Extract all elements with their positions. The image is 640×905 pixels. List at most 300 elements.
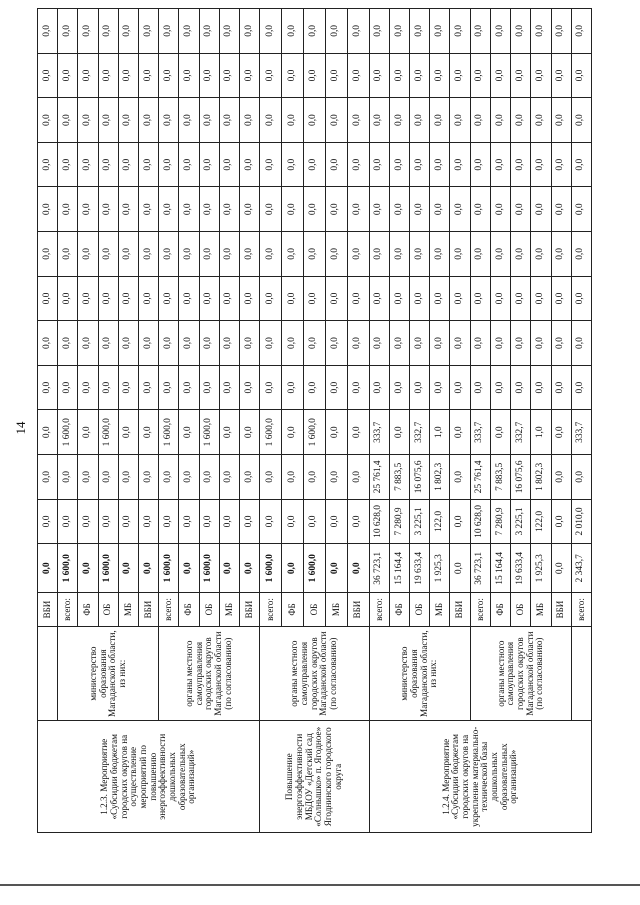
year-amount-cell: 0,0 — [219, 98, 239, 143]
year-amount-cell: 0,0 — [470, 53, 490, 98]
year-amount-cell: 0,0 — [410, 53, 430, 98]
year-amount-cell: 0,0 — [240, 365, 260, 410]
year-amount-cell: 0,0 — [199, 455, 219, 500]
year-amount-cell: 0,0 — [430, 365, 450, 410]
year-amount-cell: 1 600,0 — [98, 410, 118, 455]
year-amount-cell: 0,0 — [219, 365, 239, 410]
year-amount-cell: 0,0 — [325, 142, 347, 187]
year-amount-cell: 1,0 — [531, 410, 551, 455]
year-amount-cell: 0,0 — [450, 142, 470, 187]
year-amount-cell: 333,7 — [470, 410, 490, 455]
year-amount-cell: 1 600,0 — [199, 410, 219, 455]
year-amount-cell: 0,0 — [240, 142, 260, 187]
year-amount-cell: 0,0 — [139, 499, 159, 544]
total-amount-cell: 0,0 — [325, 544, 347, 593]
funding-source: МБ — [531, 593, 551, 626]
funding-source: МБ — [430, 593, 450, 626]
year-amount-cell: 0,0 — [571, 321, 591, 366]
total-amount-cell: 1 600,0 — [58, 544, 78, 593]
year-amount-cell: 0,0 — [219, 321, 239, 366]
table-row — [369, 9, 389, 833]
year-amount-cell: 0,0 — [179, 9, 199, 54]
year-amount-cell: 16 075,6 — [410, 455, 430, 500]
year-amount-cell: 0,0 — [389, 365, 409, 410]
year-amount-cell: 0,0 — [347, 410, 369, 455]
year-amount-cell: 0,0 — [571, 142, 591, 187]
table-body — [38, 9, 592, 833]
year-amount-cell: 0,0 — [159, 321, 179, 366]
page-number: 14 — [13, 421, 28, 435]
year-amount-cell: 3 225,1 — [410, 499, 430, 544]
year-amount-cell: 0,0 — [159, 53, 179, 98]
year-amount-cell: 0,0 — [410, 232, 430, 277]
year-amount-cell: 0,0 — [179, 142, 199, 187]
year-amount-cell: 0,0 — [38, 365, 58, 410]
year-amount-cell: 0,0 — [139, 98, 159, 143]
year-amount-cell: 0,0 — [325, 321, 347, 366]
year-amount-cell: 0,0 — [551, 53, 571, 98]
year-amount-cell: 332,7 — [410, 410, 430, 455]
year-amount-cell: 0,0 — [450, 187, 470, 232]
year-amount-cell: 0,0 — [347, 232, 369, 277]
year-amount-cell: 0,0 — [199, 9, 219, 54]
funding-source: ВБИ — [240, 593, 260, 626]
year-amount-cell: 0,0 — [78, 53, 98, 98]
year-amount-cell: 0,0 — [240, 455, 260, 500]
total-amount-cell: 0,0 — [78, 544, 98, 593]
year-amount-cell: 0,0 — [303, 187, 325, 232]
year-amount-cell: 0,0 — [490, 365, 510, 410]
year-amount-cell: 0,0 — [531, 187, 551, 232]
responsible-executor: органы местного самоуправления городских округов Магаданской области (по согласованию) — [159, 626, 260, 721]
year-amount-cell: 0,0 — [98, 9, 118, 54]
funding-source: ФБ — [78, 593, 98, 626]
year-amount-cell: 0,0 — [38, 455, 58, 500]
table-row — [159, 9, 179, 833]
year-amount-cell: 0,0 — [551, 410, 571, 455]
year-amount-cell: 0,0 — [78, 321, 98, 366]
year-amount-cell: 0,0 — [78, 499, 98, 544]
year-amount-cell: 7 883,5 — [389, 455, 409, 500]
year-amount-cell: 0,0 — [325, 53, 347, 98]
year-amount-cell: 0,0 — [58, 321, 78, 366]
year-amount-cell: 0,0 — [303, 53, 325, 98]
year-amount-cell: 0,0 — [430, 187, 450, 232]
year-amount-cell: 0,0 — [571, 98, 591, 143]
year-amount-cell: 0,0 — [511, 365, 531, 410]
year-amount-cell: 0,0 — [490, 9, 510, 54]
year-amount-cell: 0,0 — [199, 142, 219, 187]
year-amount-cell: 0,0 — [98, 499, 118, 544]
total-amount-cell: 36 723,1 — [470, 544, 490, 593]
year-amount-cell: 0,0 — [199, 232, 219, 277]
total-amount-cell: 0,0 — [282, 544, 304, 593]
year-amount-cell: 10 628,0 — [369, 499, 389, 544]
year-amount-cell: 0,0 — [219, 53, 239, 98]
year-amount-cell: 0,0 — [470, 321, 490, 366]
year-amount-cell: 0,0 — [78, 142, 98, 187]
year-amount-cell: 0,0 — [139, 187, 159, 232]
year-amount-cell: 0,0 — [282, 321, 304, 366]
year-amount-cell: 0,0 — [260, 187, 282, 232]
year-amount-cell: 0,0 — [139, 9, 159, 54]
funding-source: всего: — [260, 593, 282, 626]
year-amount-cell: 0,0 — [571, 365, 591, 410]
measure-description: 1.2.3. Мероприятие «Субсидии бюджетам городских округов на осуществление мероприятий по повышению энергоэффективности дошкольных образовательных организаций» — [38, 721, 260, 833]
total-amount-cell: 19 633,4 — [410, 544, 430, 593]
year-amount-cell: 0,0 — [260, 53, 282, 98]
year-amount-cell: 0,0 — [450, 232, 470, 277]
total-amount-cell: 0,0 — [347, 544, 369, 593]
year-amount-cell: 0,0 — [389, 232, 409, 277]
year-amount-cell: 0,0 — [450, 53, 470, 98]
funding-source: ВБИ — [38, 593, 58, 626]
year-amount-cell: 0,0 — [58, 455, 78, 500]
year-amount-cell: 0,0 — [410, 365, 430, 410]
year-amount-cell: 0,0 — [260, 455, 282, 500]
year-amount-cell: 0,0 — [118, 276, 138, 321]
responsible-executor: министерство образования Магаданской области, из них: — [369, 626, 470, 721]
total-amount-cell: 2 343,7 — [571, 544, 591, 593]
year-amount-cell: 0,0 — [551, 499, 571, 544]
year-amount-cell: 0,0 — [282, 276, 304, 321]
year-amount-cell: 0,0 — [38, 9, 58, 54]
year-amount-cell: 0,0 — [118, 410, 138, 455]
year-amount-cell: 0,0 — [38, 276, 58, 321]
year-amount-cell: 0,0 — [219, 9, 239, 54]
year-amount-cell: 10 628,0 — [470, 499, 490, 544]
year-amount-cell: 0,0 — [98, 455, 118, 500]
rotated-table-wrapper — [37, 8, 592, 833]
year-amount-cell: 0,0 — [199, 53, 219, 98]
year-amount-cell: 0,0 — [179, 53, 199, 98]
year-amount-cell: 0,0 — [531, 53, 551, 98]
year-amount-cell: 0,0 — [58, 365, 78, 410]
year-amount-cell: 0,0 — [511, 187, 531, 232]
year-amount-cell: 0,0 — [551, 455, 571, 500]
year-amount-cell: 0,0 — [219, 455, 239, 500]
funding-source: всего: — [571, 593, 591, 626]
year-amount-cell: 0,0 — [78, 187, 98, 232]
year-amount-cell: 0,0 — [179, 321, 199, 366]
funding-source: ОБ — [410, 593, 430, 626]
year-amount-cell: 0,0 — [470, 187, 490, 232]
year-amount-cell: 0,0 — [282, 53, 304, 98]
table-row — [571, 9, 591, 833]
year-amount-cell: 0,0 — [389, 187, 409, 232]
responsible-executor — [571, 626, 591, 721]
total-amount-cell: 15 164,4 — [490, 544, 510, 593]
year-amount-cell: 0,0 — [347, 9, 369, 54]
year-amount-cell: 0,0 — [139, 455, 159, 500]
year-amount-cell: 0,0 — [490, 142, 510, 187]
year-amount-cell: 0,0 — [139, 53, 159, 98]
year-amount-cell: 0,0 — [303, 365, 325, 410]
year-amount-cell: 0,0 — [325, 187, 347, 232]
year-amount-cell: 0,0 — [325, 410, 347, 455]
measure-description: 1.2.4. Мероприятие «Субсидии бюджетам городских округов на укрепление материально-технической базы дошкольных образовательных организаций» — [369, 721, 591, 833]
year-amount-cell: 0,0 — [159, 455, 179, 500]
year-amount-cell: 0,0 — [511, 276, 531, 321]
year-amount-cell: 0,0 — [179, 365, 199, 410]
year-amount-cell: 0,0 — [179, 232, 199, 277]
funding-source: МБ — [118, 593, 138, 626]
year-amount-cell: 0,0 — [410, 142, 430, 187]
year-amount-cell: 0,0 — [98, 365, 118, 410]
year-amount-cell: 0,0 — [159, 98, 179, 143]
total-amount-cell: 1 600,0 — [303, 544, 325, 593]
funding-source: ОБ — [199, 593, 219, 626]
year-amount-cell: 0,0 — [78, 98, 98, 143]
year-amount-cell: 0,0 — [450, 321, 470, 366]
year-amount-cell: 0,0 — [410, 187, 430, 232]
year-amount-cell: 0,0 — [347, 98, 369, 143]
year-amount-cell: 0,0 — [282, 232, 304, 277]
year-amount-cell: 0,0 — [219, 499, 239, 544]
year-amount-cell: 1 802,3 — [430, 455, 450, 500]
year-amount-cell: 0,0 — [531, 321, 551, 366]
year-amount-cell: 0,0 — [179, 276, 199, 321]
year-amount-cell: 0,0 — [118, 53, 138, 98]
total-amount-cell: 36 723,1 — [369, 544, 389, 593]
year-amount-cell: 0,0 — [78, 232, 98, 277]
year-amount-cell: 0,0 — [260, 9, 282, 54]
funding-source: ФБ — [179, 593, 199, 626]
funding-source: всего: — [369, 593, 389, 626]
year-amount-cell: 0,0 — [179, 98, 199, 143]
year-amount-cell: 0,0 — [470, 142, 490, 187]
year-amount-cell: 7 280,9 — [490, 499, 510, 544]
year-amount-cell: 0,0 — [58, 53, 78, 98]
measure-description: Повышение энергоэффективности МБДОУ «Детский сад «Солнышко» п. Ягодное» Ягоднинского городского округа — [260, 721, 369, 833]
year-amount-cell: 0,0 — [369, 187, 389, 232]
year-amount-cell: 0,0 — [78, 9, 98, 54]
year-amount-cell: 0,0 — [282, 187, 304, 232]
total-amount-cell: 0,0 — [450, 544, 470, 593]
year-amount-cell: 0,0 — [159, 365, 179, 410]
year-amount-cell: 0,0 — [410, 98, 430, 143]
total-amount-cell: 0,0 — [179, 544, 199, 593]
year-amount-cell: 0,0 — [347, 53, 369, 98]
year-amount-cell: 0,0 — [551, 276, 571, 321]
year-amount-cell: 0,0 — [219, 410, 239, 455]
year-amount-cell: 122,0 — [531, 499, 551, 544]
year-amount-cell: 0,0 — [303, 321, 325, 366]
year-amount-cell: 0,0 — [240, 9, 260, 54]
year-amount-cell: 0,0 — [325, 499, 347, 544]
year-amount-cell: 0,0 — [347, 187, 369, 232]
year-amount-cell: 0,0 — [369, 232, 389, 277]
total-amount-cell: 1 600,0 — [98, 544, 118, 593]
year-amount-cell: 0,0 — [240, 53, 260, 98]
year-amount-cell: 0,0 — [389, 9, 409, 54]
year-amount-cell: 0,0 — [159, 142, 179, 187]
year-amount-cell: 0,0 — [219, 187, 239, 232]
year-amount-cell: 0,0 — [325, 98, 347, 143]
funding-source: ФБ — [389, 593, 409, 626]
year-amount-cell: 0,0 — [240, 410, 260, 455]
table-row — [470, 9, 490, 833]
year-amount-cell: 0,0 — [571, 455, 591, 500]
year-amount-cell: 0,0 — [450, 365, 470, 410]
year-amount-cell: 0,0 — [551, 321, 571, 366]
total-amount-cell: 0,0 — [118, 544, 138, 593]
year-amount-cell: 0,0 — [347, 365, 369, 410]
year-amount-cell: 0,0 — [78, 410, 98, 455]
year-amount-cell: 7 280,9 — [389, 499, 409, 544]
year-amount-cell: 0,0 — [430, 142, 450, 187]
year-amount-cell: 0,0 — [282, 9, 304, 54]
year-amount-cell: 0,0 — [511, 232, 531, 277]
funding-source: ОБ — [511, 593, 531, 626]
funding-source: ВБИ — [551, 593, 571, 626]
year-amount-cell: 0,0 — [98, 142, 118, 187]
year-amount-cell: 0,0 — [389, 98, 409, 143]
year-amount-cell: 0,0 — [159, 9, 179, 54]
funding-source: всего: — [159, 593, 179, 626]
year-amount-cell: 0,0 — [470, 232, 490, 277]
year-amount-cell: 0,0 — [260, 321, 282, 366]
year-amount-cell: 0,0 — [260, 98, 282, 143]
year-amount-cell: 0,0 — [159, 499, 179, 544]
year-amount-cell: 0,0 — [389, 321, 409, 366]
year-amount-cell: 333,7 — [571, 410, 591, 455]
year-amount-cell: 0,0 — [551, 187, 571, 232]
year-amount-cell: 25 761,4 — [470, 455, 490, 500]
year-amount-cell: 0,0 — [139, 365, 159, 410]
year-amount-cell: 2 010,0 — [571, 499, 591, 544]
year-amount-cell: 0,0 — [410, 321, 430, 366]
year-amount-cell: 0,0 — [38, 321, 58, 366]
year-amount-cell: 0,0 — [303, 455, 325, 500]
year-amount-cell: 333,7 — [369, 410, 389, 455]
year-amount-cell: 0,0 — [58, 9, 78, 54]
year-amount-cell: 0,0 — [430, 232, 450, 277]
year-amount-cell: 0,0 — [470, 9, 490, 54]
year-amount-cell: 0,0 — [430, 9, 450, 54]
year-amount-cell: 0,0 — [58, 187, 78, 232]
funding-source: МБ — [325, 593, 347, 626]
year-amount-cell: 0,0 — [551, 232, 571, 277]
year-amount-cell: 0,0 — [282, 455, 304, 500]
funding-source: всего: — [58, 593, 78, 626]
year-amount-cell: 0,0 — [369, 53, 389, 98]
funding-source: ВБИ — [347, 593, 369, 626]
year-amount-cell: 0,0 — [118, 98, 138, 143]
year-amount-cell: 0,0 — [430, 321, 450, 366]
year-amount-cell: 0,0 — [430, 276, 450, 321]
year-amount-cell: 122,0 — [430, 499, 450, 544]
year-amount-cell: 0,0 — [219, 232, 239, 277]
year-amount-cell: 0,0 — [470, 365, 490, 410]
year-amount-cell: 0,0 — [219, 142, 239, 187]
total-amount-cell: 0,0 — [38, 544, 58, 593]
year-amount-cell: 0,0 — [58, 142, 78, 187]
year-amount-cell: 0,0 — [38, 98, 58, 143]
year-amount-cell: 0,0 — [98, 187, 118, 232]
year-amount-cell: 0,0 — [551, 142, 571, 187]
year-amount-cell: 0,0 — [490, 410, 510, 455]
year-amount-cell: 0,0 — [511, 53, 531, 98]
year-amount-cell: 0,0 — [303, 232, 325, 277]
year-amount-cell: 0,0 — [240, 187, 260, 232]
year-amount-cell: 0,0 — [511, 321, 531, 366]
year-amount-cell: 0,0 — [78, 455, 98, 500]
year-amount-cell: 1 600,0 — [159, 410, 179, 455]
year-amount-cell: 0,0 — [369, 142, 389, 187]
year-amount-cell: 0,0 — [260, 142, 282, 187]
year-amount-cell: 0,0 — [118, 321, 138, 366]
year-amount-cell: 0,0 — [118, 499, 138, 544]
year-amount-cell: 0,0 — [199, 276, 219, 321]
year-amount-cell: 0,0 — [199, 499, 219, 544]
year-amount-cell: 0,0 — [389, 142, 409, 187]
total-amount-cell: 0,0 — [551, 544, 571, 593]
year-amount-cell: 0,0 — [571, 9, 591, 54]
year-amount-cell: 0,0 — [159, 276, 179, 321]
year-amount-cell: 0,0 — [58, 499, 78, 544]
year-amount-cell: 0,0 — [571, 232, 591, 277]
year-amount-cell: 0,0 — [38, 499, 58, 544]
table-row — [38, 9, 58, 833]
year-amount-cell: 0,0 — [303, 142, 325, 187]
year-amount-cell: 0,0 — [531, 276, 551, 321]
year-amount-cell: 0,0 — [389, 276, 409, 321]
year-amount-cell: 0,0 — [118, 187, 138, 232]
funding-source: МБ — [219, 593, 239, 626]
year-amount-cell: 1 600,0 — [58, 410, 78, 455]
year-amount-cell: 1,0 — [430, 410, 450, 455]
year-amount-cell: 0,0 — [282, 410, 304, 455]
year-amount-cell: 0,0 — [38, 53, 58, 98]
year-amount-cell: 0,0 — [347, 276, 369, 321]
year-amount-cell: 0,0 — [490, 98, 510, 143]
year-amount-cell: 0,0 — [118, 232, 138, 277]
total-amount-cell: 19 633,4 — [511, 544, 531, 593]
year-amount-cell: 0,0 — [325, 232, 347, 277]
year-amount-cell: 0,0 — [531, 365, 551, 410]
year-amount-cell: 0,0 — [450, 455, 470, 500]
year-amount-cell: 0,0 — [199, 365, 219, 410]
year-amount-cell: 0,0 — [369, 98, 389, 143]
year-amount-cell: 0,0 — [38, 187, 58, 232]
year-amount-cell: 0,0 — [38, 142, 58, 187]
scan-edge-line — [0, 884, 640, 886]
year-amount-cell: 0,0 — [389, 53, 409, 98]
year-amount-cell: 0,0 — [98, 321, 118, 366]
year-amount-cell: 0,0 — [179, 455, 199, 500]
responsible-executor: органы местного самоуправления городских округов Магаданской области (по согласованию) — [470, 626, 571, 721]
year-amount-cell: 0,0 — [430, 53, 450, 98]
funding-source: ОБ — [98, 593, 118, 626]
year-amount-cell: 25 761,4 — [369, 455, 389, 500]
year-amount-cell: 0,0 — [303, 9, 325, 54]
year-amount-cell: 0,0 — [450, 499, 470, 544]
year-amount-cell: 0,0 — [240, 321, 260, 366]
year-amount-cell: 0,0 — [430, 98, 450, 143]
year-amount-cell: 0,0 — [531, 142, 551, 187]
year-amount-cell: 0,0 — [470, 276, 490, 321]
year-amount-cell: 0,0 — [98, 276, 118, 321]
year-amount-cell: 0,0 — [531, 232, 551, 277]
year-amount-cell: 0,0 — [347, 455, 369, 500]
year-amount-cell: 0,0 — [219, 276, 239, 321]
year-amount-cell: 0,0 — [490, 321, 510, 366]
year-amount-cell: 0,0 — [531, 98, 551, 143]
year-amount-cell: 0,0 — [450, 410, 470, 455]
financing-table — [37, 8, 592, 833]
year-amount-cell: 0,0 — [179, 410, 199, 455]
